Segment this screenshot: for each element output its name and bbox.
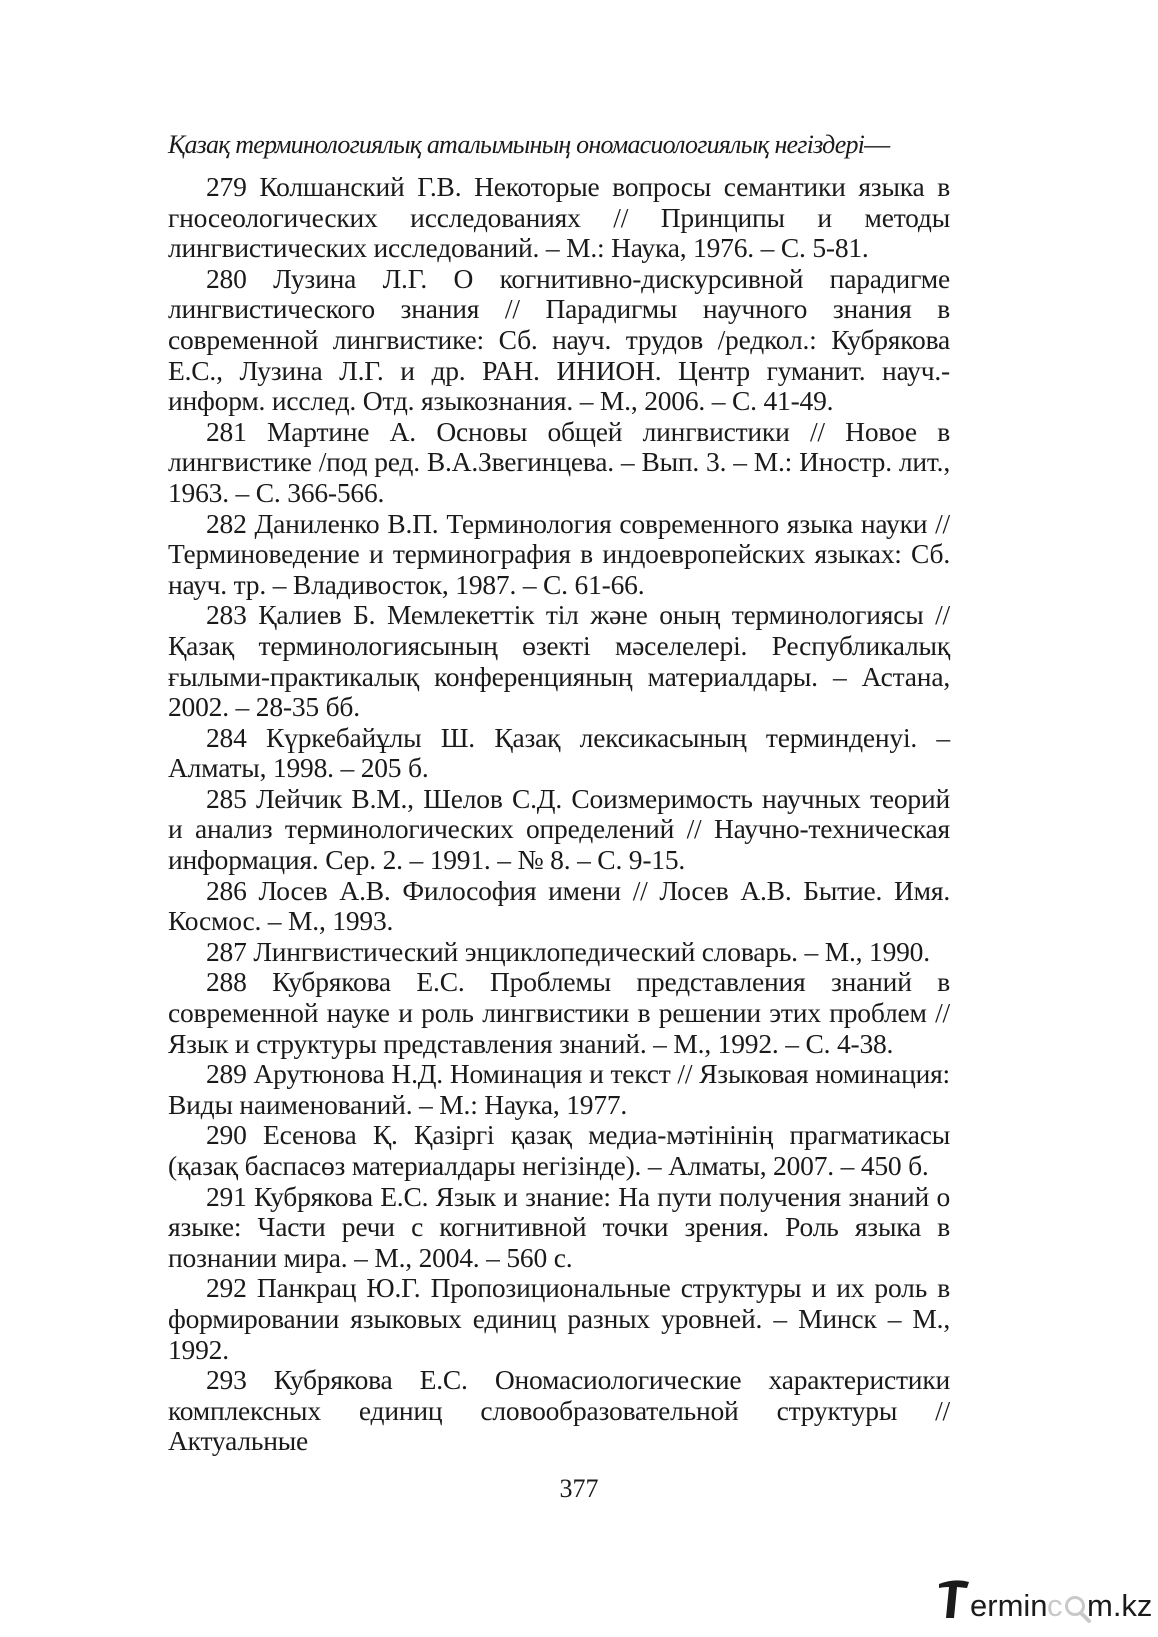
termincom-watermark-logo: [935, 1576, 1153, 1626]
reference-item-286: 286 Лосев А.В. Философия имени // Лосев А.В. Бытие. Имя. Космос. – М., 1993.: [168, 874, 950, 937]
reference-item-287: 287 Лингвистический энциклопедический словарь. – М., 1990.: [206, 935, 930, 967]
reference-item-288: 288 Кубрякова Е.С. Проблемы представления знаний в современной науке и роль лингвистики в решении этих проблем // Язык и структуры представления знаний. – М., 1992. – С. 4-38.: [168, 966, 950, 1059]
reference-item-283: 283 Қалиев Б. Мемлекеттік тіл және оның терминологиясы // Қазақ терминологиясының өзекті мәселелері. Республикалық ғылыми-практикалық конференцияның материалдары. – Астана, 2002. – 28-35 бб.: [168, 599, 950, 723]
logo-text-ermin: ermin: [970, 1588, 1048, 1623]
running-header: [168, 130, 950, 160]
reference-item-284: 284 Күркебайұлы Ш. Қазақ лексикасының терминденуі. – Алматы, 1998. – 205 б.: [168, 721, 950, 784]
reference-item-293: 293 Кубрякова Е.С. Ономасиологические характеристики комплексных единиц словообразовательной структуры // Актуальные: [168, 1364, 950, 1457]
logo-text-mkz: m.kz: [1087, 1588, 1153, 1623]
reference-item-281: 281 Мартине А. Основы общей лингвистики // Новое в лингвистике /под ред. В.А.Звегинцева. – Вып. 3. – М.: Иностр. лит., 1963. – С. 366-566.: [168, 415, 950, 508]
logo-text-c: c: [1047, 1588, 1063, 1623]
header-dash: —: [864, 130, 890, 159]
reference-item-285: 285 Лейчик В.М., Шелов С.Д. Соизмеримость научных теорий и анализ терминологических определений // Научно-техническая информация. Сер. 2. – 1991. – № 8. – С. 9-15.: [168, 782, 950, 876]
reference-item-292: 292 Панкрац Ю.Г. Пропозициональные структуры и их роль в формировании языковых единиц разных уровней. – Минск – М., 1992.: [168, 1272, 950, 1365]
reference-item-279: 279 Колшанский Г.В. Некоторые вопросы семантики языка в гносеологических исследованиях // Принципы и методы лингвистических исследований. – М.: Наука, 1976. – С. 5-81.: [168, 171, 950, 264]
running-title: Қазақ терминологиялық аталымының ономасиологиялық негіздері: [168, 130, 865, 159]
watermark-logo-graphic: [935, 1576, 1153, 1626]
reference-item-291: 291 Кубрякова Е.С. Язык и знание: На пути получения знаний о языке: Части речи с когнитивной точки зрения. Роль языка в познании мира. – М., 2004. – 560 с.: [168, 1180, 950, 1273]
page-number: 377: [559, 1474, 599, 1503]
reference-item-282: 282 Даниленко В.П. Терминология современного языка науки // Терминоведение и терминография в индоевропейских языках: Сб. науч. тр. – Владивосток, 1987. – С. 61-66.: [168, 507, 950, 600]
reference-item-289: 289 Арутюнова Н.Д. Номинация и текст // Языковая номинация: Виды наименований. – М.: Наука, 1977.: [168, 1058, 950, 1120]
reference-item-280: 280 Лузина Л.Г. О когнитивно-дискурсивной парадигме лингвистического знания // Парадигмы научного знания в современной лингвистике: Сб. науч. трудов /редкол.: Кубрякова Е.С., Лузина Л.Г. и др. РАН. ИНИОН. Центр гуманит. науч.-информ. исслед. Отд. языкознания. – М., 2006. – С. 41-49.: [168, 262, 950, 417]
reference-list: [168, 172, 950, 1457]
logo-t-mark: [939, 1580, 969, 1618]
reference-item-290: 290 Есенова Қ. Қазіргі қазақ медиа-мәтінінің прагматикасы (қазақ баспасөз материалдары негізінде). – Алматы, 2007. – 450 б.: [168, 1119, 950, 1181]
